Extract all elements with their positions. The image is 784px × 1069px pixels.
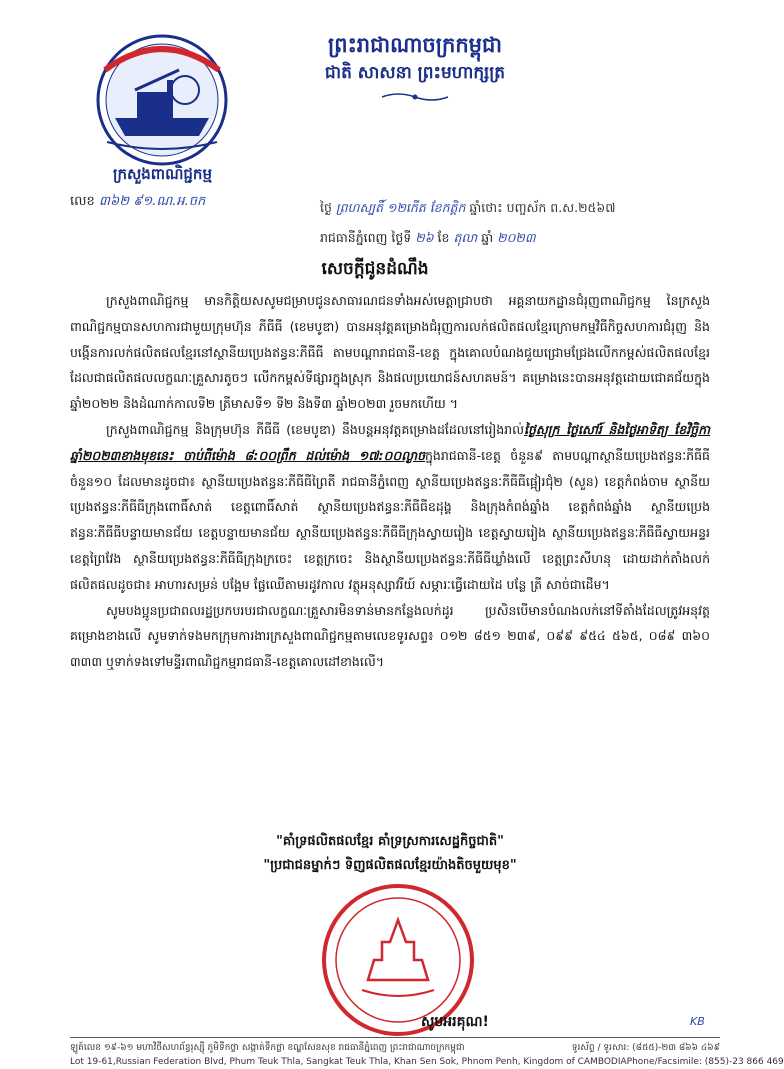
footer-phone-km: ទូរស័ព្ទ / ទូរសារ: (៨៥៥)-២៣ ៨៦៦ ៤៦៩ xyxy=(571,1043,720,1053)
lunar-date xyxy=(320,200,720,219)
notice-body xyxy=(70,288,710,675)
footer-address-km: ឡូត៍លេខ ១៩-៦១ មហាវិថីសហព័ន្ធរុស្ស៊ី ភូមិទឹកថ្លា សង្កាត់ទឹកថ្លា ខណ្ឌសែនសុខ រាជធានីភ្នំពេញ ព្រះរាជាណាចក្រកម្ពុជា xyxy=(70,1043,465,1053)
lunar-date-prefix: ថ្ងៃ xyxy=(320,200,332,215)
paragraph-2-intro: ក្រសួងពាណិជ្ជកម្ម និងក្រុមហ៊ុន ភីធីធី (ខេមបូឌា) នឹងបន្តអនុវត្តគម្រោងដដែលនៅរៀងរាល់ xyxy=(106,421,524,437)
solar-month-label: ខែ xyxy=(437,230,450,245)
solar-year-label: ឆ្នាំ xyxy=(481,230,494,245)
schedule-highlight: ថ្ងៃសុក្រ ថ្ងៃសៅរ៍ និងថ្ងៃអាទិត្យ ខែវិច្ឆិកា ឆ្នាំ២០២៣ខាងមុខនេះ ចាប់ពីម៉ោង ៨:០០ព្រឹក ដល់ម៉ោង ១៧:០០ល្ងាច xyxy=(70,421,710,463)
paragraph-2-locations: ក្នុងរាជធានី-ខេត្ត ចំនួន៩ តាមបណ្ដាស្ថានីយប្រេងឥន្ធនៈភីធីធី ចំនួន១០ ដែលមានដូចជា៖ ស្ថានីយប្រេងឥន្ធនៈភីធីធីព្រៃតី រាជធានីភ្នំពេញ ស្ថានីយប្រេងឥន្ធនៈភីធីធីផ្អៀរជុំ២ (សួន) ខេត្តកំពង់ចាម ស្ថានីយប្រេងឥន្ធនៈភីធីធីក្រុងពោធិ៍សាត់ ខេត្តពោធិ៍សាត់ ស្ថានីយប្រេងឥន្ធនៈភីធីធីឧដុង្គ និងក្រុងកំពង់ឆ្នាំង ខេត្តកំពង់ឆ្នាំង ស្ថានីយប្រេងឥន្ធនៈភីធីធីបន្ទាយមានជ័យ ខេត្តបន្ទាយមានជ័យ ស្ថានីយប្រេងឥន្ធនៈភីធីធីក្រុងស្វាយរៀង ខេត្តស្វាយរៀង ស្ថានីយប្រេងឥន្ធនៈភីធីធីស្វាយអន្ទរ ខេត្តព្រៃវែង ស្ថានីយប្រេងឥន្ធនៈភីធីធីក្រុងក្រចេះ ខេត្តក្រចេះ និងស្ថានីយប្រេងឥន្ធនៈភីធីធីឃ្លាំងលើ ខេត្តព្រះសីហនុ ដោយដាក់តាំងលក់ផលិតផលដូចជា៖ អាហារសម្រន់ បង្អែម ផ្លែឈើតាមរដូវកាល វត្ថុអនុស្សាវរីយ៍ សម្ភារៈធ្វើដោយដៃ បន្លែ ត្រី សាច់ជាដើម។ xyxy=(70,447,710,592)
solar-day: ២៦ xyxy=(415,230,434,245)
slogans xyxy=(180,830,600,878)
ministry-logo-icon xyxy=(75,30,250,170)
footer xyxy=(70,1037,784,1069)
paragraph-2 xyxy=(70,417,710,598)
slogan-line-1: "គាំទ្រផលិតផលខ្មែរ គាំទ្រស្រការសេដ្ឋកិច្ចជាតិ" xyxy=(276,834,504,849)
national-motto: ជាតិ សាសនា ព្រះមហាក្សត្រ xyxy=(324,63,506,83)
reference-number xyxy=(70,193,205,212)
lunar-date-handwritten: ព្រហស្បតិ៍ ១២កើត ខែកត្តិក xyxy=(335,200,466,215)
notice-title: សេចក្តីជូនដំណឹង xyxy=(321,259,429,279)
handwritten-initials: KB xyxy=(690,1015,705,1028)
kingdom-title: ព្រះរាជាណាចក្រកម្ពុជា xyxy=(327,32,502,57)
kingdom-header xyxy=(260,30,570,104)
footer-address-en: Lot 19-61,Russian Federation Blvd, Phum Teuk Thla, Sangkat Teuk Thla, Khan Sen Sok, Phnom Penh, Kingdom of CAMBODIA xyxy=(70,1057,627,1067)
footer-phone-en: Phone/Facsimile: (855)-23 866 469 xyxy=(626,1057,784,1067)
reference-label: លេខ xyxy=(70,194,95,209)
solar-date-prefix: រាជធានីភ្នំពេញ ថ្ងៃទី xyxy=(320,230,412,245)
reference-value: ៣៦២ ៩១.ណ.អ.ចក xyxy=(98,194,206,209)
solar-month: តុលា xyxy=(453,230,478,245)
solar-year: ២០២៣ xyxy=(497,230,536,245)
ornament-divider-icon xyxy=(380,90,450,104)
slogan-line-2: "ប្រជាជនម្នាក់ៗ ទិញផលិតផលខ្មែរយ៉ាងតិចមួយមុខ" xyxy=(263,858,517,873)
paragraph-1: ក្រសួងពាណិជ្ជកម្ម មានកិត្តិយសសូមជម្រាបជូនសាធារណជនទាំងអស់មេត្តាជ្រាបថា អគ្គនាយកដ្ឋានជំរុញពាណិជ្ជកម្ម នៃក្រសួងពាណិជ្ជកម្មបានសហការជាមួយក្រុមហ៊ុន ភីធីធី (ខេមបូឌា) បានអនុវត្តគម្រោងជំរុញការលក់ផលិតផលខ្មែរក្រោមកម្មវិធីកិច្ចសហការជំរុញ និងបង្កើនការលក់ផលិតផលខ្មែរនៅស្ថានីយប្រេងឥន្ធនៈភីធីធី តាមបណ្ដារាជធានី-ខេត្ត ក្នុងគោលបំណងជួយជ្រោមជ្រែងលើកកម្ពស់ផលិតផលខ្មែរដែលជាផលិតផលលក្ខណៈគ្រួសារតូចៗ លើកកម្ពស់ទីផ្សារក្នុងស្រុក និងផលប្រយោជន៍សហគមន៍។ គម្រោងនេះបានអនុវត្តដោយជោគជ័យក្នុងឆ្នាំ២០២២ និងដំណាក់កាលទី២ ត្រីមាសទី១ ទី២ និងទី៣ ឆ្នាំ២០២៣ រួចមកហើយ ។ xyxy=(70,293,710,412)
solar-date xyxy=(320,230,720,249)
footer-row-en xyxy=(70,1055,784,1069)
ministry-name: ក្រសួងពាណិជ្ជកម្ម xyxy=(113,165,212,183)
lunar-date-suffix: ឆ្នាំថោះ បញ្ចស័ក ព.ស.២៥៦៧ xyxy=(469,200,616,215)
paragraph-3: សូមបងប្អូនប្រជាពលរដ្ឋប្រកបរបរជាលក្ខណៈគ្រួសារមិនទាន់មានកន្លែងលក់ដូរ ប្រសិនបើមានបំណងលក់នៅទីតាំងដែលត្រូវអនុវត្តគម្រោងខាងលើ សូមទាក់ទងមកក្រុមការងារក្រសួងពាណិជ្ជកម្មតាមលេខទូរសព្ទ៖ ០១២ ៨៥១ ២៣៩, ០៩៩ ៩៥៤ ៥៦៥, ០៨៩ ៣៦០ ៣៣៣ ឬទាក់ទងទៅមន្ទីរពាណិជ្ជកម្មរាជធានី-ខេត្តគោលដៅខាងលើ។ xyxy=(70,602,710,670)
footer-row-km xyxy=(70,1041,720,1055)
thank-you-text: សូមអរគុណ! xyxy=(421,1014,489,1030)
